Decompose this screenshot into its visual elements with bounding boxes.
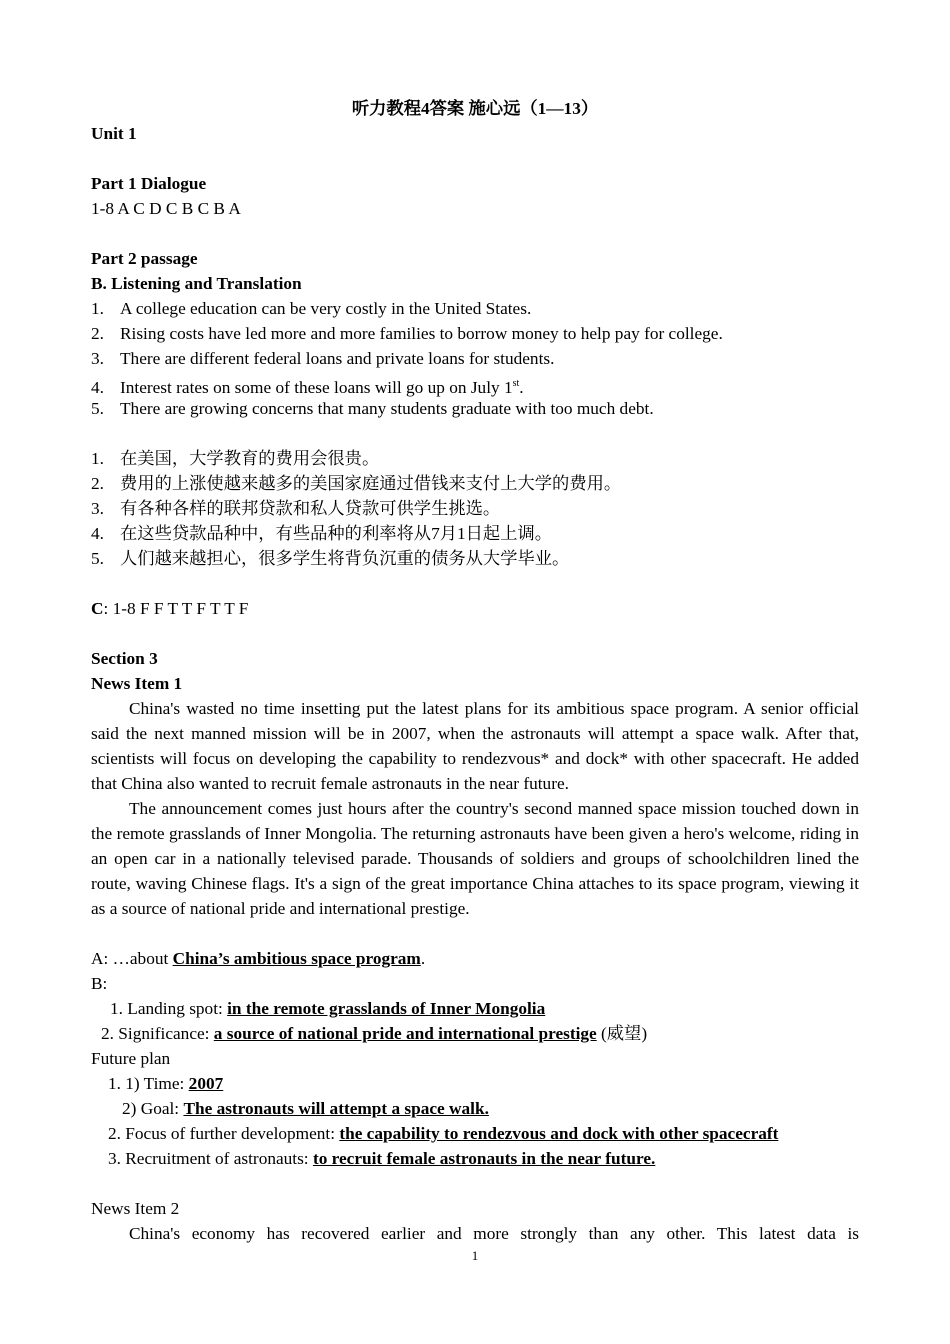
chinese-sentence: 2. 费用的上涨使越来越多的美国家庭通过借钱来支付上大学的费用。 bbox=[91, 474, 622, 493]
future-plan-label: Future plan bbox=[91, 1049, 171, 1068]
english-sentence: 5. There are growing concerns that many students graduate with too much debt. bbox=[91, 399, 654, 418]
answer-b-label: B: bbox=[91, 974, 108, 993]
news-item-1-paragraph-1: China's wasted no time insetting put the latest plans for its ambitious space program. A senior official said the next manned mission will be in 2007, when the astronauts will attempt a space walk. After that, scientists will focus on developing the capability to rendezvous* and dock* with other spacecraft. He added that China also wanted to recruit female astronauts in the near future. bbox=[91, 699, 859, 793]
part-c-answers: C: 1-8 F F T T F T T F bbox=[91, 599, 249, 618]
chinese-sentence: 4. 在这些贷款品种中，有些品种的利率将从7月1日起上调。 bbox=[91, 524, 553, 543]
part1-answers: 1-8 A C D C B C B A bbox=[91, 199, 241, 218]
landing-spot: 1. Landing spot: in the remote grasslands of Inner Mongolia bbox=[110, 999, 546, 1018]
page-content bbox=[91, 96, 859, 1246]
focus-development: 2. Focus of further development: the capability to rendezvous and dock with other spacecraft bbox=[108, 1124, 779, 1143]
english-sentence: 1. A college education can be very costly in the United States. bbox=[91, 299, 532, 318]
chinese-sentence: 1. 在美国，大学教育的费用会很贵。 bbox=[91, 449, 380, 468]
english-sentence: 2. Rising costs have led more and more families to borrow money to help pay for college. bbox=[91, 324, 723, 343]
chinese-sentence: 3. 有各种各样的联邦贷款和私人贷款可供学生挑选。 bbox=[91, 499, 501, 518]
news-item-1-paragraph-2: The announcement comes just hours after the country's second manned space mission touched down in the remote grasslands of Inner Mongolia. The returning astronauts have been given a hero's welcome, riding in an open car in a nationally televised parade. Thousands of soldiers and groups of schoolchildren lined the route, waving Chinese flags. It's a sign of the great importance China attaches to its space program, viewing it as a source of national pride and international prestige. bbox=[91, 799, 859, 918]
page-number: 1 bbox=[471, 1248, 479, 1263]
news-item-2-heading: News Item 2 bbox=[91, 1199, 180, 1218]
section3-heading: Section 3 bbox=[91, 649, 158, 668]
english-sentence: 4. Interest rates on some of these loans will go up on July 1st. bbox=[91, 377, 524, 397]
english-sentence: 3. There are different federal loans and private loans for students. bbox=[91, 349, 555, 368]
answer-a: A: …about China’s ambitious space program. bbox=[91, 949, 426, 968]
document-title: 听力教程4答案 施心远（1—13） bbox=[351, 99, 599, 118]
unit-heading: Unit 1 bbox=[91, 124, 137, 143]
chinese-sentence: 5. 人们越来越担心，很多学生将背负沉重的债务从大学毕业。 bbox=[91, 549, 570, 568]
future-goal: 2) Goal: The astronauts will attempt a space walk. bbox=[122, 1099, 489, 1118]
news-item-1-heading: News Item 1 bbox=[91, 674, 183, 693]
part2-heading: Part 2 passage bbox=[91, 249, 198, 268]
part1-heading: Part 1 Dialogue bbox=[91, 174, 207, 193]
recruitment: 3. Recruitment of astronauts: to recruit female astronauts in the near future. bbox=[108, 1149, 656, 1168]
news-item-2-paragraph: China's economy has recovered earlier and more strongly than any other. This latest data is bbox=[129, 1224, 859, 1243]
future-time: 1. 1) Time: 2007 bbox=[108, 1074, 224, 1093]
part2-subheading: B. Listening and Translation bbox=[91, 274, 302, 293]
significance: 2. Significance: a source of national pride and international prestige (威望) bbox=[101, 1024, 648, 1043]
